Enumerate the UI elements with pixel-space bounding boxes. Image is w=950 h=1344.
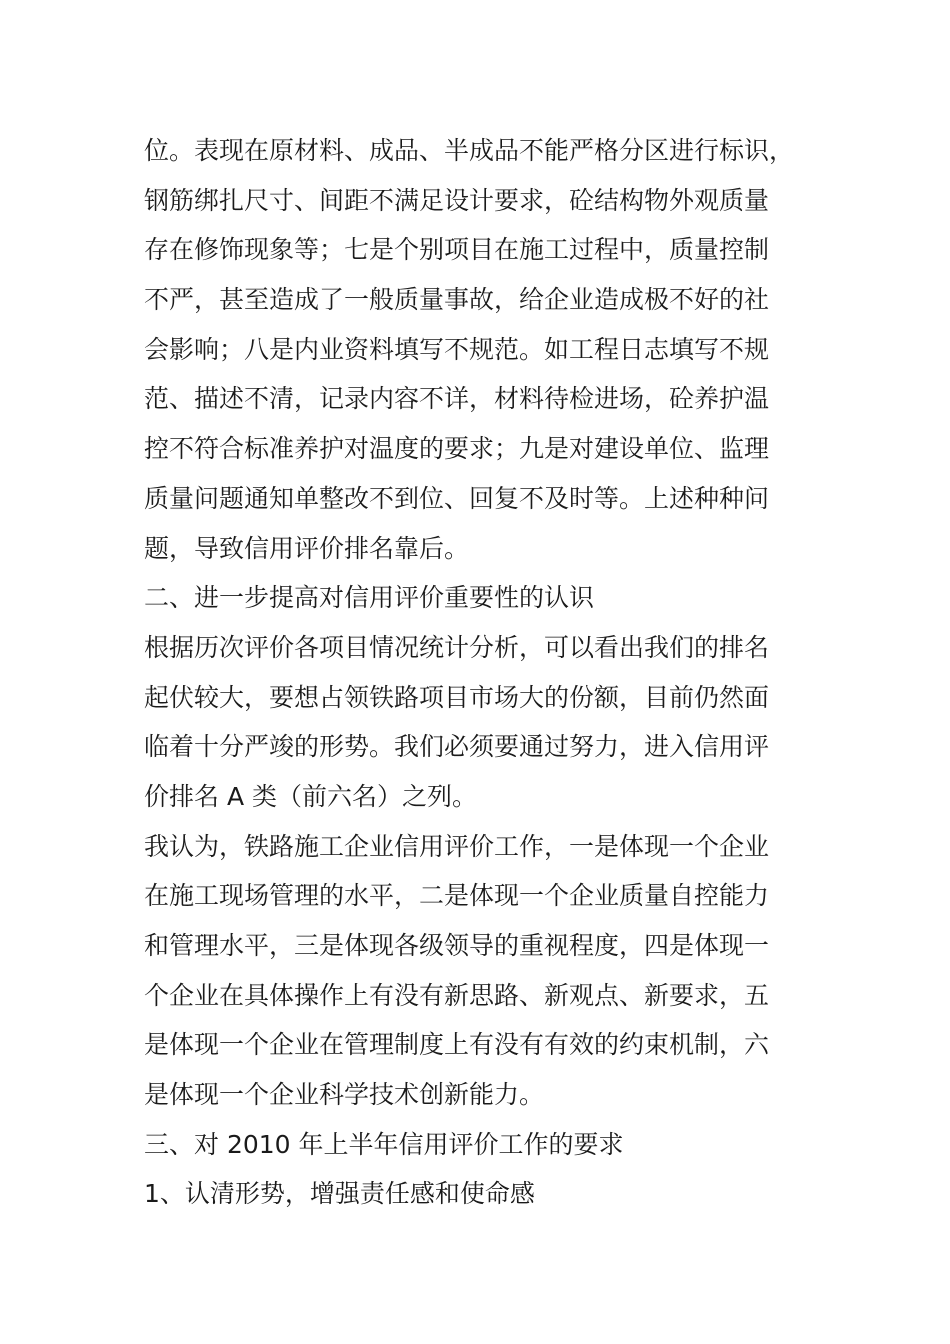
section-heading-3: 三、对 2010 年上半年信用评价工作的要求 bbox=[144, 1129, 624, 1159]
text-line: 临着十分严竣的形势。我们必须要通过努力，进入信用评 bbox=[144, 732, 770, 762]
section-heading-2: 二、进一步提高对信用评价重要性的认识 bbox=[144, 583, 595, 613]
text-line: 个企业在具体操作上有没有新思路、新观点、新要求，五 bbox=[144, 980, 770, 1010]
document-body bbox=[144, 126, 794, 1219]
text-line: 不严，甚至造成了一般质量事故，给企业造成极不好的社 bbox=[144, 285, 770, 315]
text-line: 题，导致信用评价排名靠后。 bbox=[144, 533, 470, 563]
text-line: 和管理水平，三是体现各级领导的重视程度，四是体现一 bbox=[144, 931, 770, 960]
text-line: 我认为，铁路施工企业信用评价工作，一是体现一个企业 bbox=[144, 831, 770, 861]
text-line: 位。表现在原材料、成品、半成品不能严格分区进行标识， bbox=[144, 136, 795, 165]
text-line: 质量问题通知单整改不到位、回复不及时等。上述种种问 bbox=[144, 483, 770, 513]
text-line: 会影响；八是内业资料填写不规范。如工程日志填写不规 bbox=[144, 334, 770, 364]
text-line: 是体现一个企业在管理制度上有没有有效的约束机制，六 bbox=[144, 1030, 770, 1060]
text-line: 价排名 A 类（前六名）之列。 bbox=[144, 781, 477, 811]
text-line: 根据历次评价各项目情况统计分析，可以看出我们的排名 bbox=[144, 632, 770, 662]
text-line: 控不符合标准养护对温度的要求；九是对建设单位、监理 bbox=[144, 434, 770, 464]
text-line: 是体现一个企业科学技术创新能力。 bbox=[144, 1080, 545, 1110]
text-line: 在施工现场管理的水平，二是体现一个企业质量自控能力 bbox=[144, 881, 770, 911]
text-line: 存在修饰现象等；七是个别项目在施工过程中，质量控制 bbox=[144, 235, 770, 265]
text-line: 钢筋绑扎尺寸、间距不满足设计要求，砼结构物外观质量 bbox=[144, 185, 770, 215]
text-line: 起伏较大，要想占领铁路项目市场大的份额，目前仍然面 bbox=[144, 682, 770, 712]
subsection-heading-1: 1、认清形势，增强责任感和使命感 bbox=[144, 1179, 535, 1209]
text-line: 范、描述不清，记录内容不详，材料待检进场，砼养护温 bbox=[144, 384, 770, 414]
